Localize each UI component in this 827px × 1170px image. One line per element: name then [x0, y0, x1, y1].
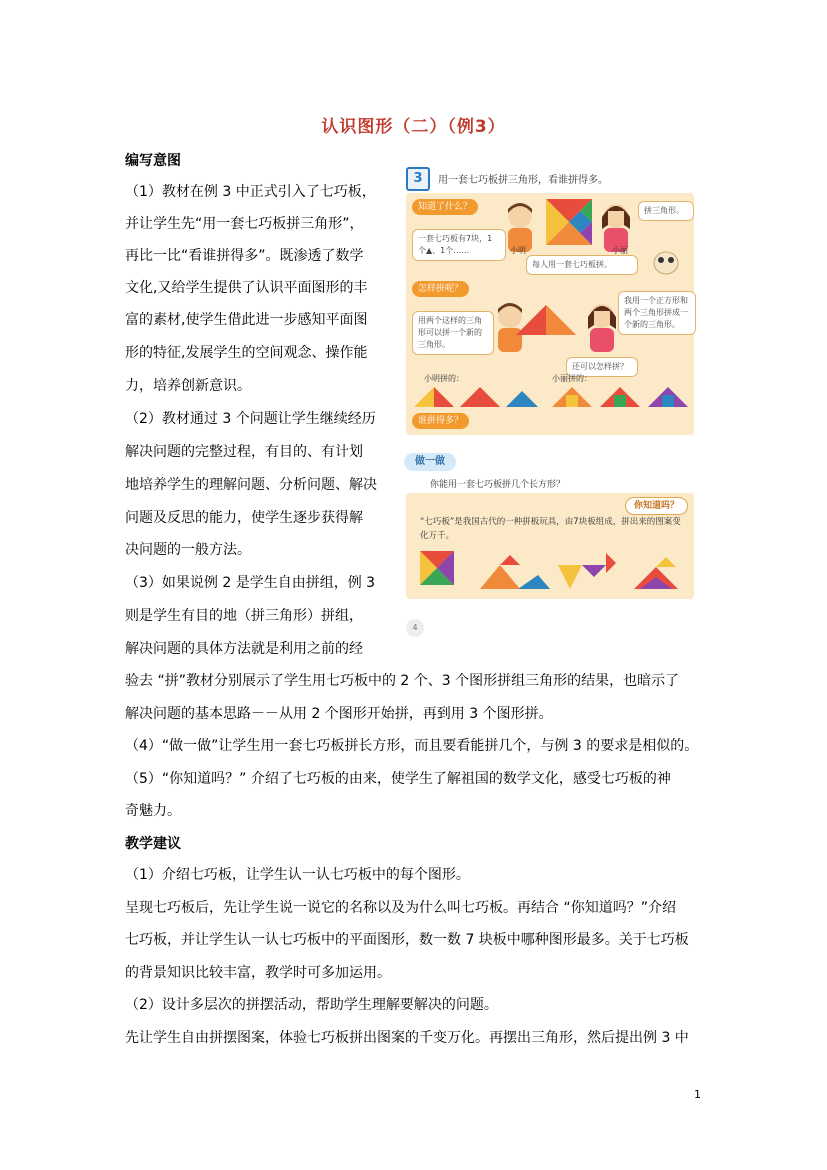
tag-who: 谁拼得多？ — [412, 413, 469, 429]
text-line: （3）如果说例 2 是学生自由拼组，例 3 — [125, 575, 376, 591]
tangram-figures-icon — [420, 551, 682, 593]
text-line: 解决问题的基本思路－－从用 2 个图形开始拼，再到用 3 个图形拼。 — [125, 706, 553, 722]
text-line: 形的特征,发展学生的空间观念、操作能 — [125, 345, 368, 361]
text-line: （1）教材在例 3 中正式引入了七巧板， — [125, 184, 376, 200]
text-line: 地培养学生的理解问题、分析问题、解决 — [125, 477, 377, 493]
girl-illustration-2 — [582, 301, 622, 353]
doyi-question: 你能用一套七巧板拼几个长方形？ — [430, 480, 566, 490]
ming-triangles-icon — [414, 385, 538, 407]
text-line: 七巧板，并让学生认一认七巧板中的平面图形，数一数 7 块板中哪种图形最多。关于七巧板 — [125, 932, 689, 948]
text-line: 富的素材,使学生借此进一步感知平面图 — [125, 312, 368, 328]
bubble-pin: 拼三角形。 — [638, 201, 694, 221]
label-ming: 小明拼的： — [424, 374, 464, 383]
name-li: 小丽 — [612, 246, 628, 255]
bubble-two: 用两个这样的三角形可以拼一个新的三角形。 — [412, 311, 494, 355]
text-line: （1）介绍七巧板，让学生认一认七巧板中的每个图形。 — [125, 867, 470, 883]
textbook-illustration — [404, 163, 696, 633]
know-box — [406, 493, 694, 599]
doyi-label: 做一做 — [404, 453, 456, 471]
text-line: （5）“你知道吗？” 介绍了七巧板的由来，使学生了解祖国的数学文化，感受七巧板的神 — [125, 771, 671, 787]
example-panel — [406, 193, 694, 435]
section-heading-intent: 编写意图 — [125, 153, 181, 169]
tag-know: 知道了什么？ — [412, 199, 478, 215]
text-line: （2）教材通过 3 个问题让学生继续经历 — [125, 411, 376, 427]
li-triangles-icon — [552, 385, 688, 407]
example-number-badge: 3 — [406, 167, 430, 191]
name-ming: 小明 — [510, 246, 526, 255]
text-line: 的背景知识比较丰富，教学时可多加运用。 — [125, 965, 391, 981]
know-text: “七巧板”是我国古代的一种拼板玩具，由7块板组成，拼出来的图案变化万千。 — [420, 517, 681, 541]
tangram-square-icon — [546, 199, 592, 245]
text-line: 解决问题的完整过程，有目的、有计划 — [125, 444, 363, 460]
bubble-more: 还可以怎样拼？ — [566, 357, 638, 377]
example-question: 用一套七巧板拼三角形，看谁拼得多。 — [438, 175, 608, 186]
text-line: 验去 “拼”教材分别展示了学生用七巧板中的 2 个、3 个图形拼组三角形的结果，也暗示了 — [125, 673, 680, 689]
bubble-each: 每人用一套七巧板拼。 — [526, 255, 638, 275]
text-line: 奇魅力。 — [125, 803, 181, 819]
label-li: 小丽拼的： — [552, 374, 592, 383]
text-line: （4）“做一做”让学生用一套七巧板拼长方形，而且要看能拼几个，与例 3 的要求是相似的。 — [125, 738, 699, 754]
figure-page-number: 4 — [406, 619, 424, 637]
page-number: 1 — [694, 1088, 701, 1101]
text-line: 问题及反思的能力，使学生逐步获得解 — [125, 510, 363, 526]
bubble-count: 一套七巧板有7块，1个▲、1个…… — [412, 229, 506, 261]
text-line: （2）设计多层次的拼摆活动，帮助学生理解要解决的问题。 — [125, 997, 498, 1013]
text-line: 决问题的一般方法。 — [125, 542, 251, 558]
section-heading-suggestions: 教学建议 — [125, 836, 181, 852]
owl-icon — [646, 245, 686, 275]
know-tag: 你知道吗？ — [625, 497, 688, 515]
page-title: 认识图形（二）（例3） — [321, 117, 506, 137]
tangram-triangle-icon — [516, 301, 576, 335]
text-line: 再比一比“看谁拼得多”。既渗透了数学 — [125, 248, 364, 264]
text-line: 并让学生先“用一套七巧板拼三角形”， — [125, 216, 364, 232]
text-line: 呈现七巧板后，先让学生说一说它的名称以及为什么叫七巧板。再结合 “你知道吗？”介绍 — [125, 900, 676, 916]
text-line: 文化,又给学生提供了认识平面图形的丰 — [125, 280, 368, 296]
text-line: 则是学生有目的地（拼三角形）拼组， — [125, 608, 363, 624]
tag-how: 怎样拼呢？ — [412, 281, 469, 297]
text-line: 解决问题的具体方法就是利用之前的经 — [125, 641, 363, 657]
bubble-three: 我用一个正方形和两个三角形拼成一个新的三角形。 — [618, 291, 696, 335]
example-header — [404, 163, 696, 189]
text-line: 力，培养创新意识。 — [125, 378, 251, 394]
text-line: 先让学生自由拼摆图案，体验七巧板拼出图案的千变万化。再摆出三角形，然后提出例 3 中 — [125, 1030, 689, 1046]
